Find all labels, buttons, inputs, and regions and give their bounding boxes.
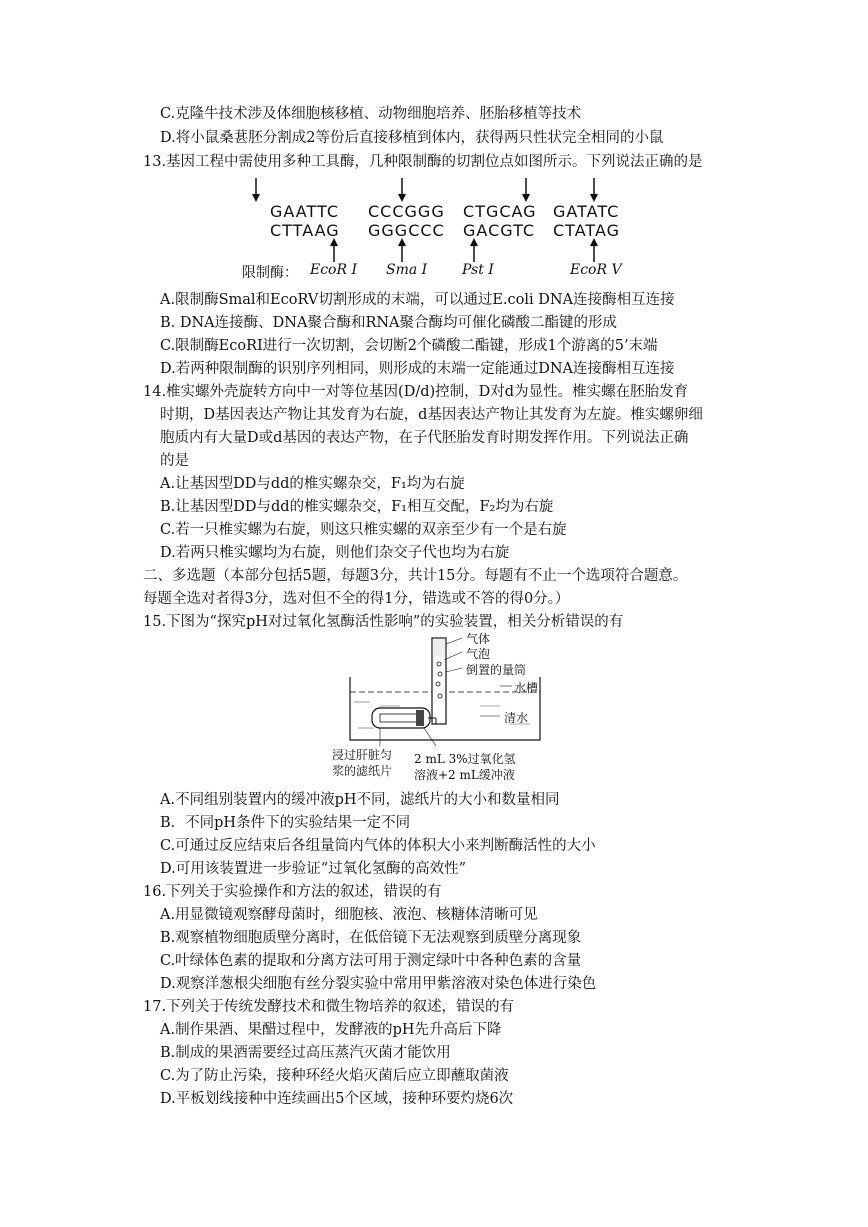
q17-option-d: D.平板划线接种中连续画出5个区域，接种环要灼烧6次	[160, 1091, 514, 1107]
q14-stem-2: 时期，D基因表达产物让其发育为右旋，d基因表达产物让其发育为左旋。椎实螺卵细	[160, 407, 703, 423]
q14-stem-4: 的是	[160, 453, 189, 469]
q14-stem-1: 14.椎实螺外壳旋转方向中一对等位基因(D/d)控制，D对d为显性。椎实螺在胚胎发育	[143, 384, 689, 400]
enzyme-name-ecori: EcoR I	[310, 262, 358, 278]
q16-stem: 16.下列关于实验操作和方法的叙述，错误的有	[143, 884, 442, 900]
q16-option-c: C.叶绿体色素的提取和分离方法可用于测定绿叶中各种色素的含量	[160, 953, 582, 969]
q12-option-c: C.克隆牛技术涉及体细胞核移植、动物细胞培养、胚胎移植等技术	[160, 106, 582, 122]
q14-option-c: C.若一只椎实螺为右旋，则这只椎实螺的双亲至少有一个是右旋	[160, 522, 567, 538]
q13-stem: 13.基因工程中需使用多种工具酶，几种限制酶的切割位点如图所示。下列说法正确的是	[143, 154, 703, 170]
enzyme-label-prefix: 限制酶：	[242, 265, 298, 281]
enzyme-name-psti: Pst I	[462, 262, 494, 278]
q12-option-d: D.将小鼠桑葚胚分割成2等份后直接移植到体内，获得两只性状完全相同的小鼠	[160, 130, 664, 146]
q14-option-d: D.若两只椎实螺均为右旋，则他们杂交子代也均为右旋	[160, 545, 510, 561]
label-filter-paper-1: 浸过肝脏匀	[332, 748, 393, 762]
site-ecorv: GATATC CTATAG	[553, 202, 620, 240]
label-tank: 水槽	[514, 681, 539, 695]
q17-option-b: B.制成的果酒需要经过高压蒸汽灭菌才能饮用	[160, 1045, 451, 1061]
label-water: 清水	[504, 711, 529, 725]
filter-paper	[416, 710, 424, 726]
site-psti: CTGCAG GACGTC	[463, 202, 537, 240]
q17-option-c: C.为了防止污染，接种环经火焰灭菌后应立即蘸取菌液	[160, 1068, 509, 1084]
q15-option-c: C.可通过反应结束后各组量筒内气体的体积大小来判断酶活性的大小	[160, 838, 596, 854]
enzyme-name-smai: Sma I	[386, 262, 428, 278]
section2-heading: 二、多选题（本部分包括5题，每题3分，共计15分。每题有不止一个选项符合题意。	[143, 568, 688, 584]
label-filter-paper-2: 浆的滤纸片	[332, 764, 393, 778]
q15-stem: 15.下图为“探究pH对过氧化氢酶活性影响”的实验装置，相关分析错误的有	[143, 614, 624, 630]
site-smai: CCCGGG GGGCCC	[368, 202, 445, 240]
q13-option-a: A.限制酶Smal和EcoRV切割形成的末端，可以通过E.coli DNA连接酶相互连接	[160, 292, 675, 308]
label-gas: 气体	[466, 632, 491, 646]
enzyme-name-ecorv: EcoR V	[570, 262, 622, 278]
q15-option-d: D.可用该装置进一步验证“过氧化氢酶的高效性”	[160, 861, 467, 877]
q17-stem: 17.下列关于传统发酵技术和微生物培养的叙述，错误的有	[143, 999, 515, 1015]
label-cylinder: 倒置的量筒	[466, 663, 527, 677]
site-ecori: GAATTC CTTAAG	[270, 202, 340, 240]
restriction-enzyme-figure	[240, 176, 640, 286]
q13-option-c: C.限制酶EcoRI进行一次切割，会切断2个磷酸二酯键，形成1个游离的5’末端	[160, 338, 658, 354]
label-bubble: 气泡	[466, 647, 491, 661]
q16-option-a: A.用显微镜观察酵母菌时，细胞核、液泡、核糖体清晰可见	[160, 907, 538, 923]
experiment-apparatus-figure	[332, 632, 570, 782]
label-solution-2: 溶液+2 mL缓冲液	[414, 768, 515, 782]
section2-scoring: 每题全选对者得3分，选对但不全的得1分，错选或不答的得0分。）	[143, 591, 570, 607]
q14-option-b: B.让基因型DD与dd的椎实螺杂交，F₁相互交配，F₂均为右旋	[160, 499, 554, 515]
q17-option-a: A.制作果酒、果醋过程中，发酵液的pH先升高后下降	[160, 1022, 502, 1038]
q13-option-d: D.若两种限制酶的识别序列相同，则形成的末端一定能通过DNA连接酶相互连接	[160, 361, 675, 377]
q15-option-a: A.不同组别装置内的缓冲液pH不同，滤纸片的大小和数量相同	[160, 792, 560, 808]
q16-option-b: B.观察植物细胞质壁分离时，在低倍镜下无法观察到质壁分离现象	[160, 930, 582, 946]
q13-option-b: B. DNA连接酶、DNA聚合酶和RNA聚合酶均可催化磷酸二酯键的形成	[160, 315, 618, 331]
q14-option-a: A.让基因型DD与dd的椎实螺杂交，F₁均为右旋	[160, 476, 465, 492]
q14-stem-3: 胞质内有大量D或d基因的表达产物，在子代胚胎发育时期发挥作用。下列说法正确	[160, 430, 689, 446]
q15-option-b: B．不同pH条件下的实验结果一定不同	[160, 815, 411, 831]
label-solution-1: 2 mL 3%过氧化氢	[414, 752, 516, 766]
q16-option-d: D.观察洋葱根尖细胞有丝分裂实验中常用甲紫溶液对染色体进行染色	[160, 976, 597, 992]
